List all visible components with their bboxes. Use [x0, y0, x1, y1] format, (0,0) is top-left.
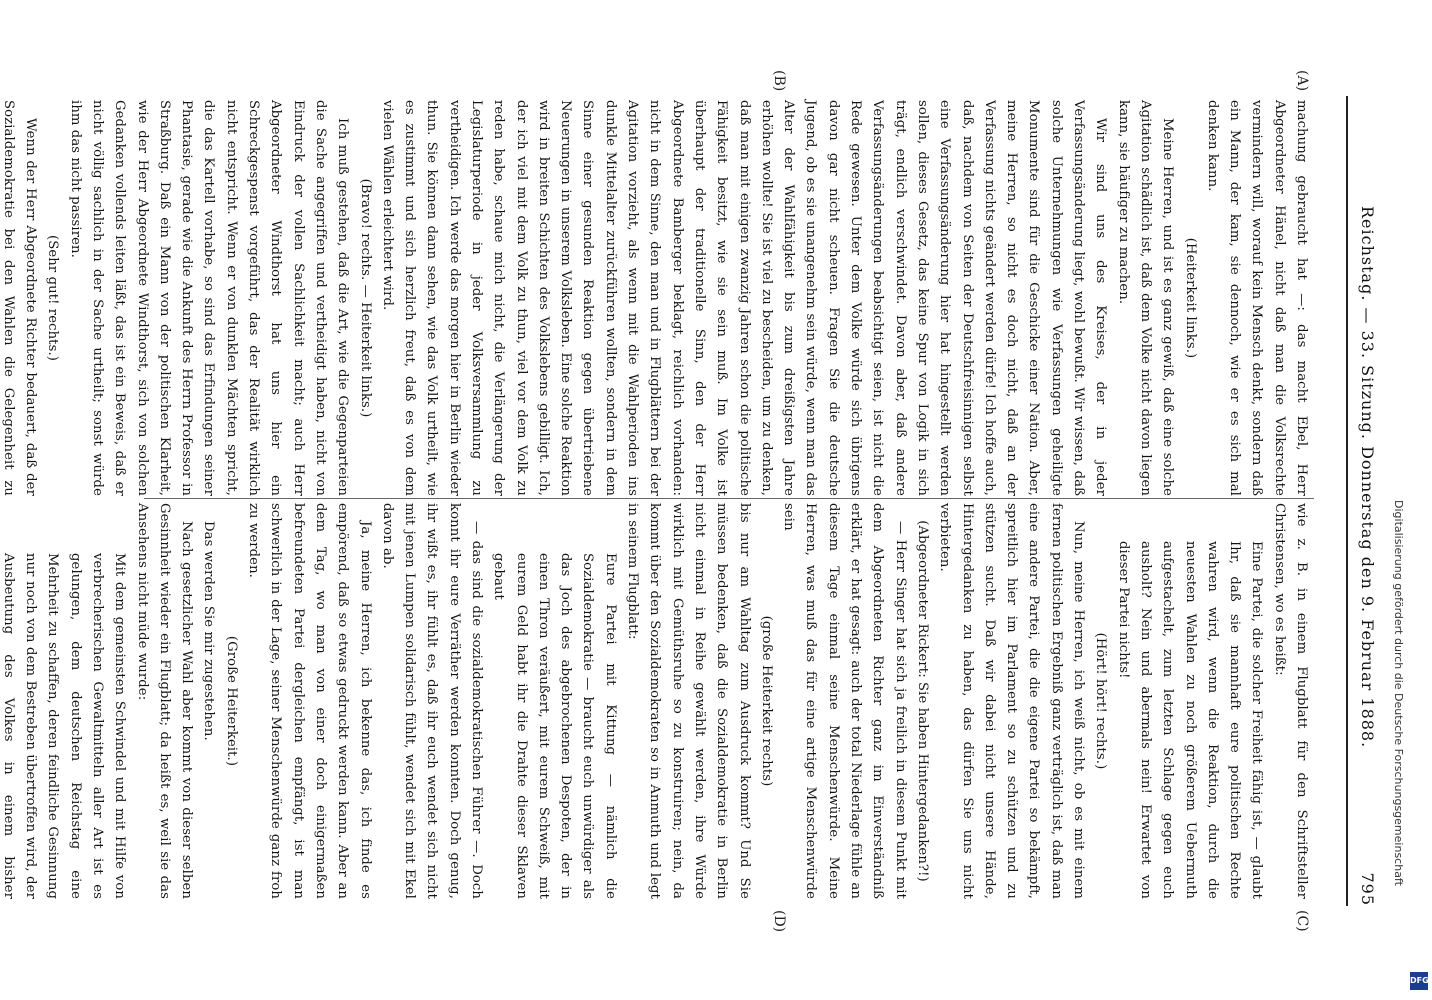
paragraph: Nun, meine Herren, ich weiß nicht, ob es mit einem fernen politischen Ergebniß ganz verträglich ist, daß man eine andere Partei, die die eigene Partei so bekämpft, spreitlich hier im Parlament so zu schützen und zu stützen sucht. Daß wir dabei nicht unsere Hände, Hintergedanken zu haben, das dürfen Sie uns nicht verbieten. — [937, 503, 1087, 899]
paragraph: Ich muß gestehen, daß die Art, wie die Gegenparteien die Sache angegriffen und vertheidigt haben, nicht von Eindruck der vollen Sachlichkeit macht; auch Herr Abgeordneter Windthorst hat uns hier ein Schreckgespenst vorgeführt, das der Realität wirklich nicht entspricht. Wenn er von dunklen Mächten spricht, die das Kartell vorhabe, so sind das Erfindungen seiner Phantasie, gerade wie die Ankunft des Herrn Professor in Straßburg. Daß ein Mann von der politischen Klarheit, wie der Herr Abgeordnete Windthorst, sich von solchen Gedanken vollends leiten läßt, das ist ein Beweis, daß er nicht völlig sachlich in der Sache urtheilt; sonst würde ihm das nicht passiren. — [67, 100, 351, 496]
column-divider — [144, 498, 1314, 499]
paragraph: Meine Herren, und ist es ganz gewiß, daß eine solche Agitation schädlich ist, daß dem Volke nicht davon liegen kann, sie häufiger zu machen. — [1115, 100, 1176, 496]
header-rule — [1346, 96, 1348, 906]
interjection: (Hört! hört! rechts.) — [1093, 632, 1109, 770]
margin-letter-c: (C) — [1294, 910, 1310, 932]
paragraph: machung gebraucht hat —: das macht Ebel, Herr Abgeordneter Hänel, nicht daß man die Volksrechte vermindern will, worauf kein Mensch denkt, sondern daß ein Mann, der kam, sie dennoch, wie er es sich mal denken kann. — [1204, 100, 1309, 496]
margin-letter-b: (B) — [771, 70, 787, 92]
right-text-column — [0, 503, 1312, 899]
paragraph: Eure Partei mit Kittung — nämlich die Sozialdemokratie — braucht euch unwürdiger als das Joch des abgebrochenen Despoten, der in einen Thron veräußert, mit eurem Schweiß, mit eurem Geld habt ihr die Drahte dieser Sklaven gebaut — [491, 553, 618, 899]
paragraph: Wenn der Herr Abgeordnete Richter bedauert, daß der Sozialdemokratie bei den Wahlen die Gelegenheit zu — [0, 100, 39, 496]
margin-letter-d: (D) — [771, 910, 787, 933]
left-text-column — [0, 100, 1312, 496]
page-header-title: Reichstag. — 33. Sitzung. Donnerstag den 9. Februar 1888. — [1358, 206, 1377, 749]
paragraph: bis nur am Wahltag zum Ausdruck kommt? Und Sie müssen bedenken, daß die Sozialdemokratie in Berlin nicht einmal in Reihe gewählt werden, ihre Würde wirklich mit Gemüthsruhe so zu konstruiren; nein, da kommt über den Sozialdemokraten so in Anmuth und legt in seinem Flugblatt: — [625, 503, 752, 899]
interjection: (Bravo! rechts. — Heiterkeit links.) — [357, 178, 373, 418]
dfg-logo: DFG — [1410, 972, 1428, 990]
paragraph: — Herr Singer hat sich ja freilich in diesem Punkt mit dem Abgeordneten Richter ganz im Einverständniß erklärt, er hat gesagt: auch der total Niederlage fühle an diesem Tage einmal seine Menschenwürde. Meine Herren, was muß das für eine artige Menschenwürde sein — [781, 503, 908, 899]
interjection: (Heiterkeit links.) — [1182, 237, 1198, 359]
paragraph: Ja, meine Herren, ich bekenne das, ich finde es empörend, daß so etwas gedruckt werden kann. Aber an dem Tag, wo man von einer doch einigermaßen befreundeten Partei dergleichen empfängt, ist man schwerlich in der Lage, seiner Menschenwürde ganz froh zu werden. — [246, 503, 373, 899]
margin-letter-a: (A) — [1294, 70, 1310, 92]
page-header — [1352, 96, 1380, 906]
paragraph: Mit dem gemeinsten Schwindel und mit Hilfe von verbrecherischen Gewaltmitteln aller Art ist es gelungen, dem deutschen Reichstag eine Mehrheit zu schaffen, deren feindliche Gesinnung nur noch von dem Bestreben übertroffen wird, der Ausbeutung des Volkes in einem bisher — [0, 553, 128, 899]
interjection: (große Heiterkeit rechts) — [758, 615, 774, 787]
paragraph: Wir sind uns des Kreises, der in jeder Verfassungsänderung liegt, wohl bewußt. Wir wissen, daß solche Unternehmungen wie Verfassungen geheiligte Monumente sind für die Geschicke einer Nation. Aber, meine Herren, so nicht es doch nicht, daß an der Verfassung nichts geändert werden dürfe! Ich hoffe auch, daß, nachdem von Seiten der Deutschfreisinnigen selbst eine Verfassungsänderung hier hat hingestellt werden sollen, dieses Gesetz, das keine Spur von Logik in sich trägt, endlich verschwindet. Davon aber, daß andere Verfassungsänderungen beabsichtigt seien, ist nicht die Rede gewesen. Unter dem Volke würde sich übrigens davon gar nicht scheuen. Fragen Sie die deutsche Jugend, ob es sie unangenehm sein würde, wenn man das Alter der Wahlfähigkeit bis zum dreißigsten Jahre erhöhen wollte! Sie ist viel zu bescheiden, um zu denken, daß man mit einigen zwanzig Jahren schon die politische Fähigkeit besitzt, wie sie sein muß. Im Volke ist überhaupt der traditionelle Sinn, den der Herr Abgeordnete Bamberger beklagt, reichlich vorhanden: nicht in dem Sinne, den man und in Flugblättern bei der Agitation vorzieht, als wenn mit die Wahlperioden ins dunkle Mittelalter zurückführen wollten, sondern in dem Sinne einer gesunden Reaktion gegen übertriebene Neuerungen in unserem Volksleben. Eine solche Reaktion wird in breiten Schichten des Volkslebens gebilligt. Ich, der ich viel mit dem Volk zu thun, viel vor dem Volk zu reden habe, schaue mich nicht, die Verlängerung der Legislaturperiode in jeder Volksversammlung zu vertheidigen. Ich werde das morgen hier in Berlin wieder thun. Sie können dann sehen, wie das Volk urtheilt, wie es zustimmt und sich herzlich freut, daß es von dem vielen Wählen erleichtert wird. — [379, 100, 1109, 496]
paragraph: Eine Partei, die solcher Freiheit fähig ist, — glaubt Ihr, daß sie mannhaft eure politischen Rechte wahren wird, wenn die Reaktion, durch die neuesten Wahlen zu noch größerem Uebermuth aufgestachelt, zum letzten Schlage gegen euch ausholt? Nein und abermals nein! Erwartet von dieser Partei nichts! — [1115, 541, 1265, 899]
paragraph: Nach gesetzlicher Wahl aber kommt von dieser selben Gesinnheit wieder ein Flugblatt; da heißt es, weil sie das Ansehens nicht müde wurde: — [134, 503, 195, 899]
interjection: (Abgeordneter Rickert: Sie haben Hintergedanken?!) — [914, 520, 930, 882]
digitization-note: Digitalisierung gefördert durch die Deutsche Forschungsgemeinschaft — [1392, 500, 1405, 886]
interjection: (Große Heiterkeit.) — [223, 635, 239, 767]
interjection: (Sehr gut! rechts.) — [45, 235, 61, 361]
paragraph: Das werden Sie mir zugestehen. — [201, 521, 217, 741]
page-number: 795 — [1358, 872, 1377, 906]
paragraph: wie z. B. in einem Flugblatt für den Schriftsteller Christensen, wo es heißt: — [1271, 503, 1309, 899]
paragraph: — das sind die sozialdemokratischen Führer —. Doch konnt ihr eure Verräther werden konnten. Doch genug, ihr wißt es, ihr fühlt es, daß ihr euch wendet sich nicht mit jenen Lumpen solidarisch fühlt, wendet sich mit Ekel davon ab. — [379, 503, 485, 899]
